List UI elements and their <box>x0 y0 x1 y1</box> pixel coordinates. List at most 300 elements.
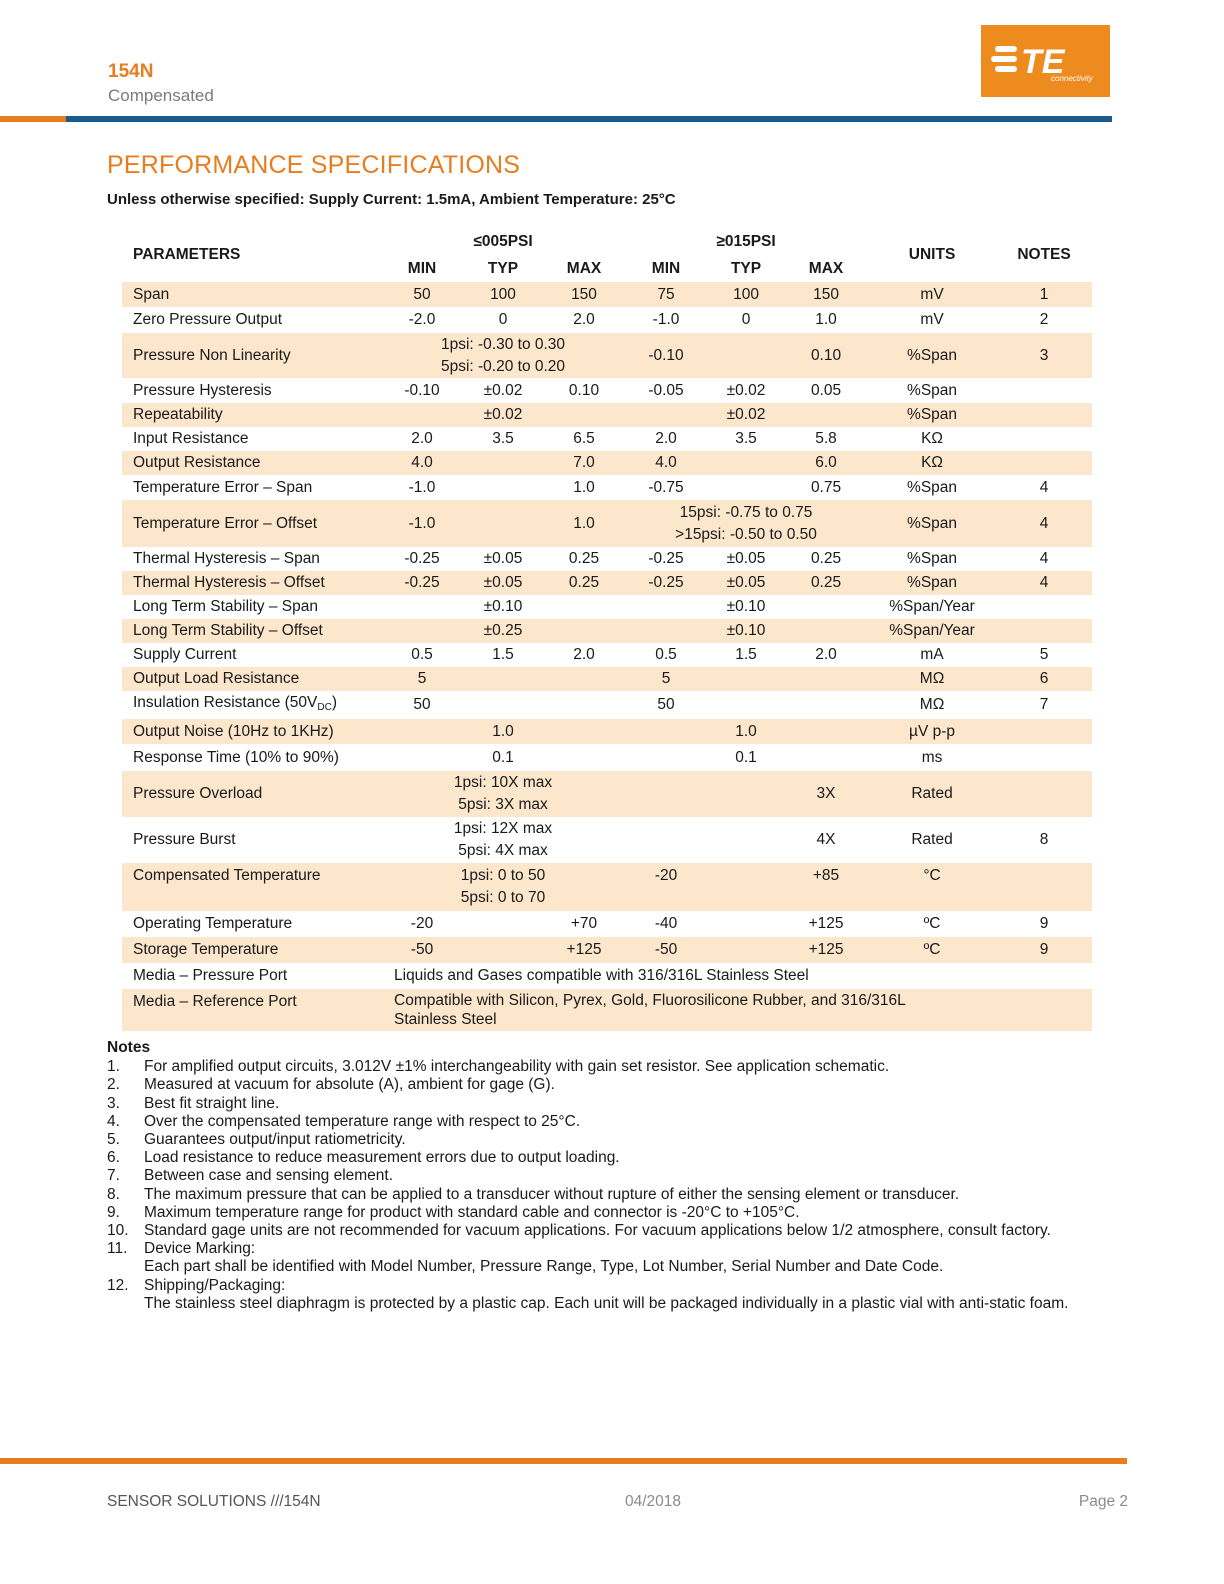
cell-note: 8 <box>1039 831 1049 848</box>
cell-min: 0.5 <box>655 646 677 663</box>
cell-max: 6.5 <box>573 430 595 447</box>
table-row <box>122 307 1092 333</box>
cell-min: 50 <box>657 696 675 713</box>
param-name: Span <box>122 282 382 307</box>
cell-typ <box>708 333 784 378</box>
note-item <box>107 1222 1117 1240</box>
cell-note: 3 <box>996 333 1092 378</box>
cell-min: -1.0 <box>382 500 462 547</box>
note-body <box>144 1277 1117 1313</box>
cell-group1-range <box>382 863 624 911</box>
note-number: 9. <box>107 1203 120 1221</box>
logo-bar-bottom <box>995 66 1017 72</box>
param-name: Thermal Hysteresis – Span <box>133 550 320 567</box>
cell-note: 5 <box>1039 646 1049 663</box>
cell-max: 6.0 <box>784 451 868 475</box>
notes-heading: Notes <box>107 1039 151 1056</box>
cell-max: 0.25 <box>810 550 842 567</box>
header-group-005psi: ≤005PSI <box>382 228 624 256</box>
cell-note: 6 <box>996 667 1092 691</box>
cell-max: +125 <box>544 937 624 963</box>
cell-min <box>382 719 462 744</box>
cell-max: 2.0 <box>815 646 837 663</box>
param-text-end: ) <box>331 693 338 711</box>
cell-max: 1.0 <box>544 500 624 547</box>
cell-max: +85 <box>784 863 868 911</box>
cell-units: %Span <box>868 333 996 378</box>
table-row <box>122 667 1092 691</box>
table-header-row <box>122 228 1092 256</box>
range-line-gt15psi: >15psi: -0.50 to 0.50 <box>675 525 817 543</box>
cell-typ: 3.5 <box>735 430 757 447</box>
cell-units: mA <box>920 646 944 663</box>
cell-max <box>544 403 624 427</box>
cell-typ: ±0.02 <box>708 403 784 427</box>
cell-note <box>996 771 1092 817</box>
table-row <box>122 595 1092 619</box>
cell-min: -50 <box>624 937 708 963</box>
cell-units: mV <box>920 311 944 328</box>
cell-typ: ±0.10 <box>483 598 523 615</box>
table-row <box>122 817 1092 863</box>
logo-tagline: connectivity <box>1051 74 1093 83</box>
cell-media-text <box>382 989 1092 1031</box>
cell-min <box>382 619 462 643</box>
table-row <box>122 719 1092 744</box>
cell-note: 2 <box>1039 311 1049 328</box>
note-number: 3. <box>107 1094 120 1112</box>
range-line-5psi: 5psi: 0 to 70 <box>460 889 546 906</box>
param-name: Supply Current <box>133 646 237 663</box>
header-rule-blue <box>66 116 1112 122</box>
cell-units: %Span <box>907 381 958 399</box>
cell-min: -0.05 <box>648 381 684 399</box>
param-name: Pressure Non Linearity <box>122 333 382 378</box>
param-subscript: DC <box>317 701 332 713</box>
cell-group1-range <box>382 817 624 863</box>
te-logo-mark <box>981 25 1110 97</box>
cell-max <box>544 744 624 771</box>
header-max: MAX <box>544 256 624 282</box>
cell-max: 3X <box>784 771 868 817</box>
cell-min <box>624 771 708 817</box>
cell-typ: 1.0 <box>462 719 544 744</box>
cell-units: MΩ <box>919 696 945 713</box>
cell-max <box>544 619 624 643</box>
param-name: Media – Reference Port <box>122 989 382 1031</box>
cell-typ: ±0.02 <box>462 403 544 427</box>
header-typ: TYP <box>462 256 544 282</box>
param-name: Pressure Burst <box>133 831 236 848</box>
cell-typ: 1.0 <box>708 719 784 744</box>
cell-typ: ±0.02 <box>726 381 766 399</box>
cell-units: KΩ <box>921 430 943 447</box>
cell-note: 9 <box>1039 915 1049 932</box>
table-row <box>122 282 1092 307</box>
param-name: Pressure Overload <box>122 771 382 817</box>
cell-typ <box>462 451 544 475</box>
param-name: Input Resistance <box>133 430 249 447</box>
param-name: Zero Pressure Output <box>133 311 283 328</box>
cell-units: mV <box>868 282 996 307</box>
param-name: Operating Temperature <box>133 915 293 932</box>
param-name: Thermal Hysteresis – Offset <box>122 571 382 595</box>
cell-typ <box>708 817 784 863</box>
header-group-015psi: ≥015PSI <box>624 228 868 256</box>
cell-note <box>996 719 1092 744</box>
cell-max: 0.25 <box>544 571 624 595</box>
cell-units: ms <box>921 748 943 766</box>
cell-note: 1 <box>996 282 1092 307</box>
cell-min <box>624 595 708 619</box>
param-name <box>122 691 382 719</box>
cell-typ <box>462 475 544 500</box>
cell-units: %Span <box>907 478 958 496</box>
cell-min: 0.5 <box>411 646 433 663</box>
note-number: 8. <box>107 1185 120 1203</box>
param-name: Long Term Stability – Offset <box>122 619 382 643</box>
note-text-detail: Each part shall be identified with Model Number, Pressure Range, Type, Lot Number, Serial Number and Date Code. <box>144 1258 944 1276</box>
media-text-line2: Stainless Steel <box>394 1011 497 1028</box>
cell-min: 75 <box>624 282 708 307</box>
cell-min: -1.0 <box>408 478 436 496</box>
cell-note <box>996 451 1092 475</box>
note-number: 5. <box>107 1131 120 1149</box>
param-name: Compensated Temperature <box>122 863 382 911</box>
note-item <box>107 1113 1117 1131</box>
range-line-5psi: 5psi: 4X max <box>458 842 548 859</box>
table-row <box>122 547 1092 571</box>
cell-typ <box>708 771 784 817</box>
cell-note: 7 <box>1039 696 1049 713</box>
conditions-text: Unless otherwise specified: Supply Current: 1.5mA, Ambient Temperature: 25°C <box>107 191 676 208</box>
header-min: MIN <box>382 256 462 282</box>
cell-typ: 0.1 <box>492 748 514 766</box>
cell-typ: 1.5 <box>735 646 757 663</box>
cell-typ: 0 <box>741 311 751 328</box>
cell-max: 150 <box>544 282 624 307</box>
cell-min: 50 <box>413 696 431 713</box>
cell-units: %Span/Year <box>889 598 975 615</box>
cell-media-text: Liquids and Gases compatible with 316/316L Stainless Steel <box>394 967 809 984</box>
cell-typ: ±0.05 <box>483 550 523 567</box>
note-number: 4. <box>107 1112 120 1130</box>
note-item <box>107 1204 1117 1222</box>
cell-units: µV p-p <box>868 719 996 744</box>
range-line-1psi: 1psi: 10X max <box>453 774 553 791</box>
param-name: Output Noise (10Hz to 1KHz) <box>122 719 382 744</box>
cell-min: 2.0 <box>411 430 433 447</box>
cell-min <box>382 403 462 427</box>
cell-min: 4.0 <box>624 451 708 475</box>
cell-group1-range <box>382 333 624 378</box>
cell-typ <box>708 451 784 475</box>
cell-typ: 3.5 <box>492 430 514 447</box>
cell-min: -2.0 <box>408 311 436 328</box>
note-text: Measured at vacuum for absolute (A), ambient for gage (G). <box>144 1076 555 1094</box>
cell-max <box>784 403 868 427</box>
cell-max <box>544 719 624 744</box>
table-row <box>122 571 1092 595</box>
cell-max <box>544 667 624 691</box>
note-item <box>107 1095 1117 1113</box>
header-parameters: PARAMETERS <box>122 228 382 282</box>
table-row <box>122 427 1092 451</box>
note-text: Between case and sensing element. <box>144 1167 394 1185</box>
cell-min <box>624 817 708 863</box>
cell-max: 150 <box>784 282 868 307</box>
note-item <box>107 1076 1117 1094</box>
cell-max: 0.25 <box>568 550 600 567</box>
media-text-line1: Compatible with Silicon, Pyrex, Gold, Fluorosilicone Rubber, and 316/316L <box>394 992 906 1009</box>
table-row <box>122 451 1092 475</box>
cell-min: -50 <box>382 937 462 963</box>
note-text: Best fit straight line. <box>144 1094 280 1112</box>
cell-units: Rated <box>911 831 953 848</box>
table-row <box>122 333 1092 378</box>
cell-max: 0.10 <box>784 333 868 378</box>
header-rule-orange <box>0 116 66 122</box>
cell-min <box>624 744 708 771</box>
cell-note <box>996 863 1092 911</box>
cell-max <box>784 691 868 719</box>
header-notes: NOTES <box>996 228 1092 282</box>
note-text: Over the compensated temperature range with respect to 25°C. <box>144 1112 581 1130</box>
cell-typ <box>708 667 784 691</box>
note-text: Shipping/Packaging: <box>144 1276 286 1294</box>
cell-typ <box>462 667 544 691</box>
footer-rule <box>0 1458 1127 1464</box>
cell-typ: ±0.05 <box>462 571 544 595</box>
cell-group2-range <box>624 500 868 547</box>
cell-typ: 100 <box>708 282 784 307</box>
cell-group1-range <box>382 771 624 817</box>
cell-min <box>624 619 708 643</box>
cell-typ: ±0.10 <box>708 619 784 643</box>
param-name: Media – Pressure Port <box>133 967 288 984</box>
cell-min: -0.25 <box>624 571 708 595</box>
table-row <box>122 643 1092 667</box>
cell-min: -20 <box>624 863 708 911</box>
cell-min: 5 <box>382 667 462 691</box>
table-row <box>122 863 1092 911</box>
param-name: Response Time (10% to 90%) <box>133 748 339 766</box>
cell-min <box>382 595 462 619</box>
header-max: MAX <box>784 256 868 282</box>
cell-max: 0.75 <box>810 478 842 496</box>
note-number: 1. <box>107 1058 120 1076</box>
note-item <box>107 1131 1117 1149</box>
cell-typ: ±0.02 <box>483 381 523 399</box>
cell-typ <box>708 937 784 963</box>
cell-note: 4 <box>1039 478 1049 496</box>
note-item <box>107 1058 1117 1076</box>
section-title: PERFORMANCE SPECIFICATIONS <box>107 151 521 179</box>
notes-section <box>107 1039 1117 1313</box>
cell-min: 5 <box>624 667 708 691</box>
note-number: 6. <box>107 1149 120 1167</box>
cell-max: 1.0 <box>815 311 837 328</box>
header-typ: TYP <box>708 256 784 282</box>
cell-max <box>784 619 868 643</box>
cell-min: 2.0 <box>655 430 677 447</box>
cell-min: 50 <box>382 282 462 307</box>
cell-max: 0.05 <box>810 381 842 399</box>
cell-note <box>996 595 1092 619</box>
cell-note: 4 <box>996 500 1092 547</box>
cell-typ: ±0.10 <box>726 598 766 615</box>
cell-max: 2.0 <box>573 646 595 663</box>
cell-max <box>784 667 868 691</box>
cell-max <box>784 744 868 771</box>
table-row <box>122 771 1092 817</box>
footer-date: 04/2018 <box>625 1493 682 1510</box>
note-item <box>107 1240 1117 1276</box>
cell-note <box>996 403 1092 427</box>
cell-min: -0.25 <box>648 550 684 567</box>
cell-min: -0.75 <box>648 478 684 496</box>
note-text: Guarantees output/input ratiometricity. <box>144 1131 406 1149</box>
note-text: Load resistance to reduce measurement errors due to output loading. <box>144 1149 620 1167</box>
table-row <box>122 403 1092 427</box>
range-line-15psi: 15psi: -0.75 to 0.75 <box>679 503 813 521</box>
table-row <box>122 963 1092 989</box>
cell-min: -0.25 <box>404 550 440 567</box>
cell-units: MΩ <box>868 667 996 691</box>
note-text: For amplified output circuits, 3.012V ±1% interchangeability with gain set resistor. See application schematic. <box>144 1058 890 1076</box>
cell-note <box>996 378 1092 403</box>
note-number: 2. <box>107 1076 120 1094</box>
cell-max: 7.0 <box>544 451 624 475</box>
cell-units: ºC <box>923 915 941 932</box>
param-name: Storage Temperature <box>122 937 382 963</box>
note-text-detail: The stainless steel diaphragm is protected by a plastic cap. Each unit will be packaged individually in a plastic vial with anti-static foam. <box>144 1294 1069 1312</box>
product-title: 154N <box>108 61 154 82</box>
cell-typ: ±0.25 <box>462 619 544 643</box>
cell-min: -40 <box>654 915 678 932</box>
param-name: Repeatability <box>122 403 382 427</box>
product-subtitle: Compensated <box>108 86 214 105</box>
cell-typ: ±0.05 <box>726 550 766 567</box>
cell-max: 0.10 <box>568 381 600 399</box>
table-row <box>122 989 1092 1031</box>
cell-max: 5.8 <box>815 430 837 447</box>
table-row <box>122 619 1092 643</box>
table-row <box>122 500 1092 547</box>
cell-max: +70 <box>570 915 598 932</box>
cell-typ <box>462 691 544 719</box>
range-line-5psi: 5psi: -0.20 to 0.20 <box>440 357 566 375</box>
logo-text: TE <box>1021 43 1065 81</box>
cell-note: 4 <box>1039 550 1049 567</box>
footer-page-number: Page 2 <box>1078 1493 1128 1510</box>
note-item <box>107 1186 1117 1204</box>
note-text: Maximum temperature range for product with standard cable and connector is -20°C to +105°C. <box>144 1203 800 1221</box>
cell-typ <box>462 937 544 963</box>
cell-max: +125 <box>784 937 868 963</box>
note-number: 10. <box>107 1222 129 1240</box>
cell-min: -20 <box>410 915 434 932</box>
cell-typ <box>462 500 544 547</box>
cell-typ: 0 <box>498 311 508 328</box>
header-min: MIN <box>624 256 708 282</box>
cell-typ: 0.1 <box>735 748 757 766</box>
cell-typ <box>708 475 784 500</box>
cell-units: %Span/Year <box>868 619 996 643</box>
cell-min <box>624 403 708 427</box>
table-row <box>122 744 1092 771</box>
note-number: 12. <box>107 1276 129 1294</box>
cell-typ <box>708 691 784 719</box>
cell-units: %Span <box>868 403 996 427</box>
range-line-1psi: 1psi: -0.30 to 0.30 <box>440 335 566 353</box>
cell-typ: 1.5 <box>492 646 514 663</box>
param-text: Insulation Resistance (50V <box>133 693 318 711</box>
cell-units: Rated <box>868 771 996 817</box>
cell-max <box>784 595 868 619</box>
cell-note <box>996 744 1092 771</box>
table-row <box>122 911 1092 937</box>
param-name: Temperature Error – Offset <box>122 500 382 547</box>
note-number: 11. <box>107 1240 128 1258</box>
cell-max: 4X <box>816 831 836 848</box>
cell-max <box>784 719 868 744</box>
cell-min: -1.0 <box>652 311 680 328</box>
footer-left: SENSOR SOLUTIONS ///154N <box>107 1493 321 1510</box>
note-item <box>107 1277 1117 1313</box>
cell-note <box>996 619 1092 643</box>
range-line-5psi: 5psi: 3X max <box>458 796 548 813</box>
cell-typ <box>462 911 544 937</box>
note-text: The maximum pressure that can be applied to a transducer without rupture of either the sensing element or transducer. <box>144 1185 960 1203</box>
cell-note <box>996 427 1092 451</box>
cell-units: ºC <box>868 937 996 963</box>
cell-max: 2.0 <box>573 311 595 328</box>
cell-max: +125 <box>808 915 844 932</box>
table-row <box>122 937 1092 963</box>
cell-units: °C <box>868 863 996 911</box>
param-name: Long Term Stability – Span <box>133 598 318 615</box>
cell-min: 4.0 <box>382 451 462 475</box>
cell-min: -0.25 <box>382 571 462 595</box>
table-row <box>122 691 1092 719</box>
table-row <box>122 378 1092 403</box>
cell-units: KΩ <box>868 451 996 475</box>
cell-typ <box>708 863 784 911</box>
note-number: 7. <box>107 1167 120 1185</box>
param-name: Output Load Resistance <box>122 667 382 691</box>
cell-min: -0.10 <box>624 333 708 378</box>
param-name: Pressure Hysteresis <box>133 381 272 399</box>
performance-spec-table <box>122 228 1092 1031</box>
note-text: Standard gage units are not recommended for vacuum applications. For vacuum applications below 1/2 atmosphere, consult factory. <box>144 1222 1051 1240</box>
cell-typ <box>708 911 784 937</box>
cell-note: 4 <box>996 571 1092 595</box>
cell-max: 0.25 <box>784 571 868 595</box>
cell-typ: ±0.05 <box>708 571 784 595</box>
cell-max: 1.0 <box>573 478 595 496</box>
note-text: Device Marking: <box>144 1240 256 1258</box>
cell-note: 9 <box>996 937 1092 963</box>
cell-min: -0.10 <box>404 381 440 399</box>
param-name: Temperature Error – Span <box>133 478 313 496</box>
cell-max <box>544 595 624 619</box>
range-line-1psi: 1psi: 12X max <box>453 820 553 837</box>
cell-units: %Span <box>868 571 996 595</box>
note-item <box>107 1149 1117 1167</box>
cell-units: %Span <box>868 500 996 547</box>
cell-typ: 100 <box>462 282 544 307</box>
